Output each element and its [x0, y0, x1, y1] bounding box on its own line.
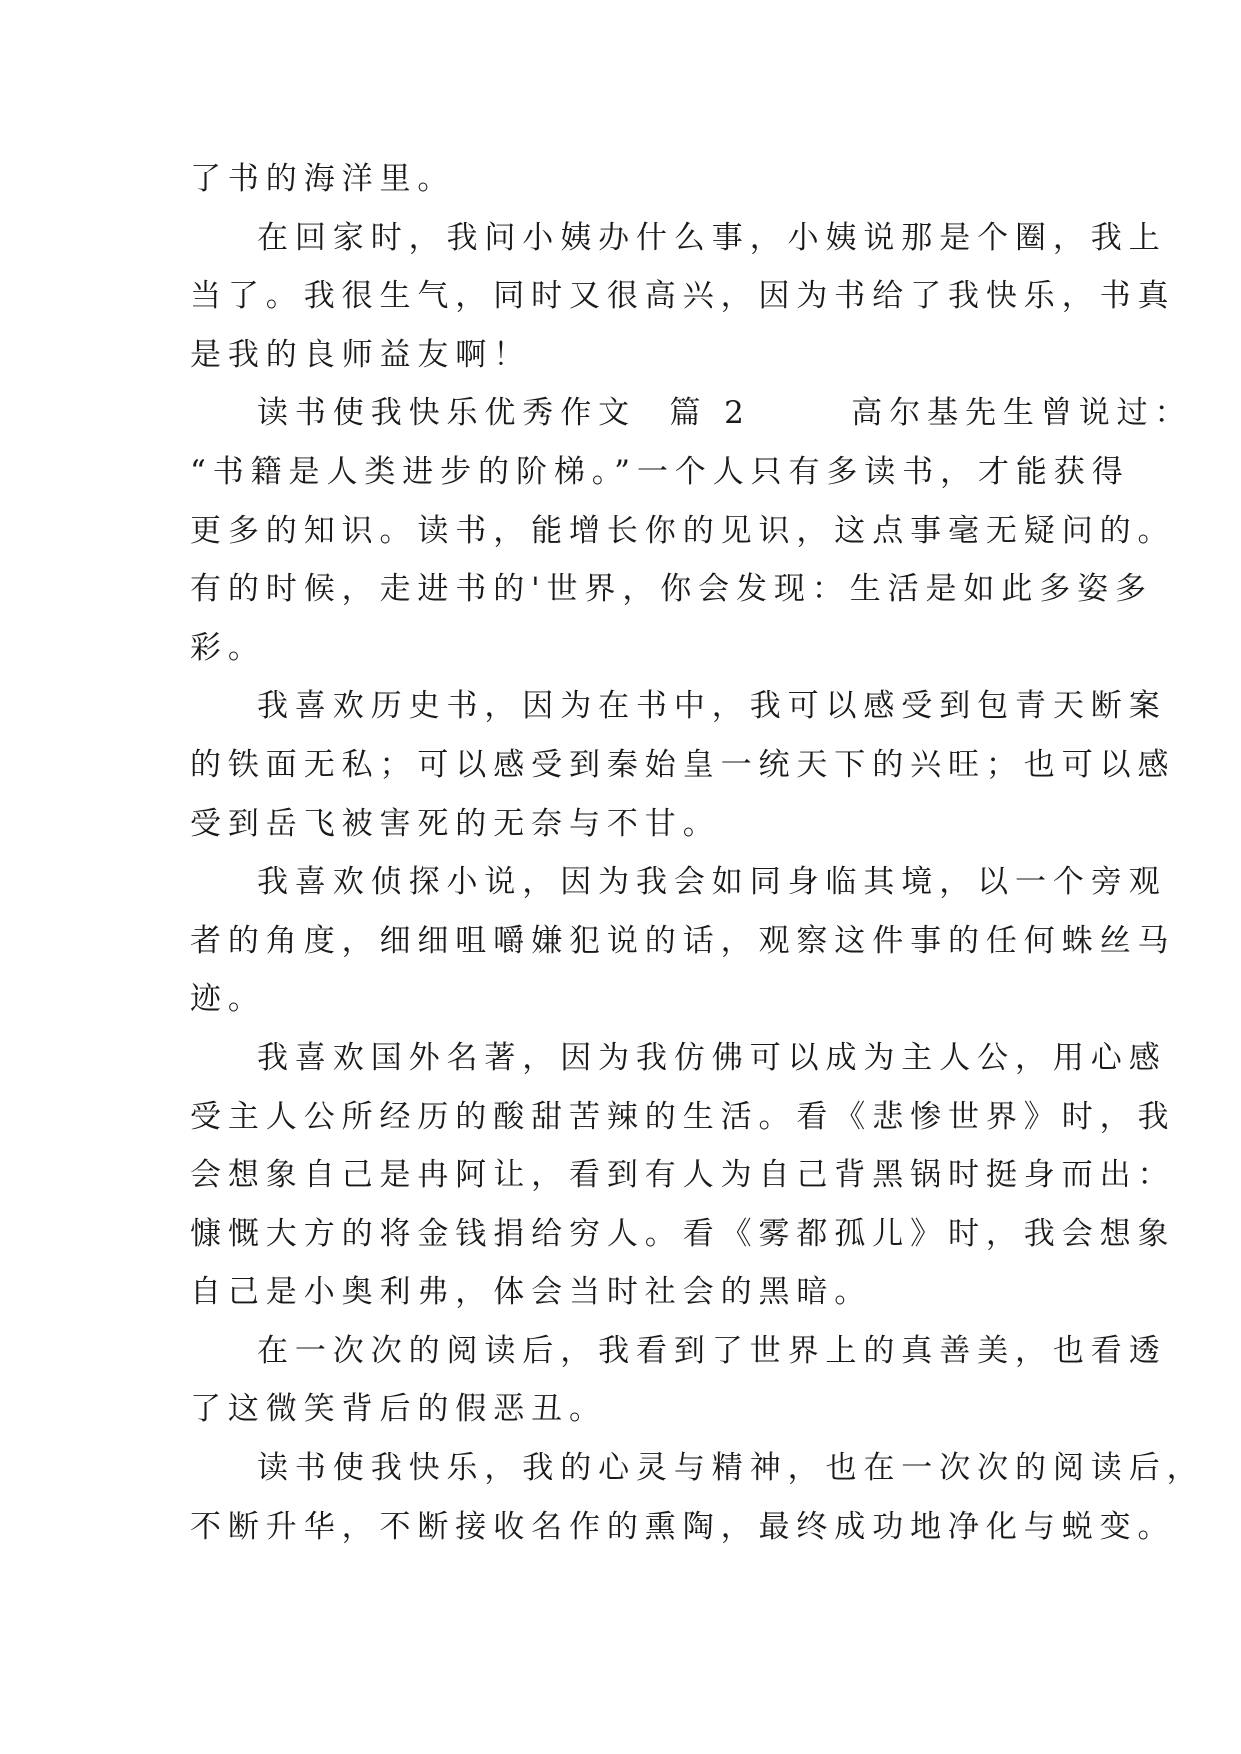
text-line: 自己是小奥利弗，体会当时社会的黑暗。 [190, 1274, 873, 1311]
text-line: 不断升华，不断接收名作的熏陶，最终成功地净化与蜕变。 [190, 1508, 1176, 1545]
section-heading-line: 读书使我快乐优秀作文 篇 2 高尔基先生曾说过： [257, 395, 1193, 432]
text-line: 受主人公所经历的酸甜苦辣的生活。看《悲惨世界》时，我 [190, 1098, 1176, 1135]
text-line: 在一次次的阅读后，我看到了世界上的真善美，也看透 [257, 1332, 1167, 1369]
text-line: 的铁面无私；可以感受到秦始皇一统天下的兴旺；也可以感 [190, 746, 1176, 783]
text-line: 在回家时，我问小姨办什么事，小姨说那是个圈，我上 [257, 219, 1167, 256]
text-line: 我喜欢国外名著，因为我仿佛可以成为主人公，用心感 [257, 1039, 1167, 1076]
text-line: 迹。 [190, 981, 266, 1018]
text-line: 我喜欢侦探小说，因为我会如同身临其境，以一个旁观 [257, 864, 1167, 901]
text-line: 当了。我很生气，同时又很高兴，因为书给了我快乐，书真 [190, 278, 1176, 315]
text-line: 彩。 [190, 629, 266, 666]
essay-body [190, 150, 1205, 1556]
text-line: 了这微笑背后的假恶丑。 [190, 1391, 607, 1428]
text-line: 者的角度，细细咀嚼嫌犯说的话，观察这件事的任何蛛丝马 [190, 922, 1176, 959]
text-line: 更多的知识。读书，能增长你的见识，这点事毫无疑问的。 [190, 512, 1176, 549]
text-line: 是我的良师益友啊！ [190, 336, 532, 373]
text-line: 我喜欢历史书，因为在书中，我可以感受到包青天断案 [257, 688, 1167, 725]
text-line: 慷慨大方的将金钱捐给穷人。看《雾都孤儿》时，我会想象 [190, 1215, 1176, 1252]
text-line: 了书的海洋里。 [190, 161, 456, 197]
text-line: “书籍是人类进步的阶梯。”一个人只有多读书，才能获得 [190, 453, 1130, 490]
text-line: 读书使我快乐，我的心灵与精神，也在一次次的阅读后， [257, 1450, 1205, 1487]
text-line: 有的时候，走进书的'世界，你会发现：生活是如此多姿多 [190, 571, 1153, 608]
text-line: 会想象自己是冉阿让，看到有人为自己背黑锅时挺身而出： [190, 1157, 1176, 1194]
text-line: 受到岳飞被害死的无奈与不甘。 [190, 805, 721, 842]
